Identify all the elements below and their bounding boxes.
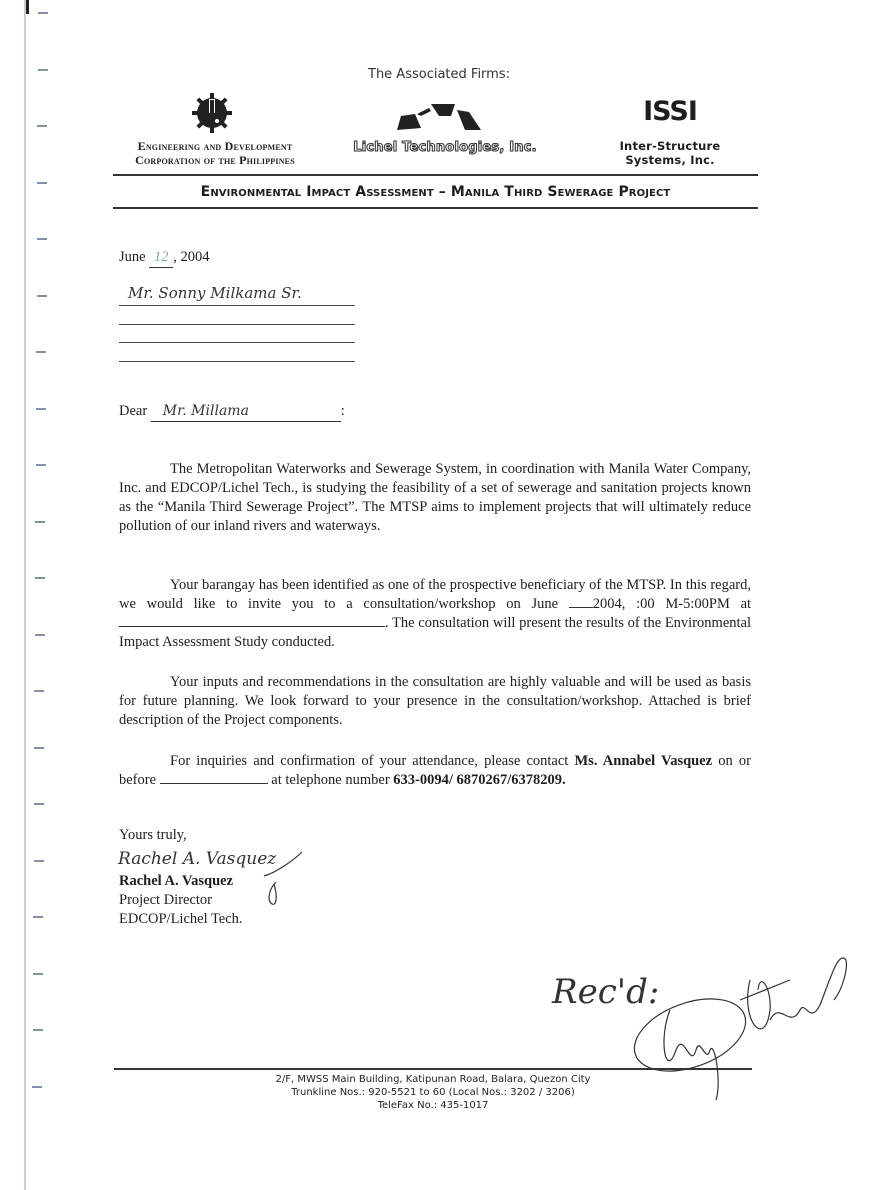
signature-handwritten: Rachel A. Vasquez	[118, 849, 277, 869]
footer-rule	[114, 1068, 752, 1070]
p2-text: Your barangay has been identified as one of the prospective beneficiary of the MTSP. In this regard, we would like to invite you to a consultation/workshop on June	[119, 577, 751, 612]
binding-tick	[37, 182, 47, 184]
date-year: , 2004	[173, 249, 210, 265]
binding-tick	[33, 1029, 43, 1031]
address-line-1	[119, 305, 355, 306]
footer-telefax: TeleFax No.: 435-1017	[377, 1100, 489, 1111]
edcop-firm-name	[110, 139, 320, 167]
date-month: June	[119, 249, 146, 265]
lichel-firm-name: Lichel Technologies, Inc.	[353, 140, 537, 155]
page-binding-mark	[26, 0, 29, 14]
p2-time: :00 M-5:00PM at	[636, 596, 752, 612]
address-line-4	[119, 361, 355, 362]
binding-tick	[35, 521, 45, 523]
binding-tick	[36, 351, 46, 353]
salutation-prefix: Dear	[119, 403, 148, 419]
project-title: Environmental Impact Assessment – Manila Third Sewerage Project	[200, 184, 671, 200]
salutation-handwritten: Mr. Millama	[151, 402, 341, 422]
p4-text-b: on or before	[119, 753, 751, 788]
issi-logo-icon: ISSI	[643, 96, 697, 127]
associated-firms-label: The Associated Firms:	[368, 67, 510, 82]
signatory-title: Project Director	[119, 892, 213, 908]
binding-tick	[37, 295, 47, 297]
footer-trunkline: Trunkline Nos.: 920-5521 to 60 (Local Nos.: 3202 / 3206)	[291, 1087, 575, 1098]
page-binding-edge	[24, 0, 26, 1190]
closing: Yours truly,	[119, 827, 187, 843]
binding-tick	[34, 860, 44, 862]
received-note-handwritten: Rec'd:	[552, 972, 660, 1012]
binding-tick	[35, 634, 45, 636]
header-rule-bottom	[113, 207, 758, 209]
date-day-handwritten: 12	[149, 248, 173, 268]
p4-text-a: For inquiries and confirmation of your attendance, please contact	[170, 753, 569, 769]
issi-name-line2: Systems, Inc.	[625, 153, 715, 167]
salutation-colon: :	[340, 403, 345, 419]
paragraph-1: The Metropolitan Waterworks and Sewerage System, in coordination with Manila Water Company, Inc. and EDCOP/Lichel Tech., is studying the feasibility of a set of sewerage and sanitation projects known as the “Manila Third Sewerage Project”. The MTSP aims to implement projects that will ultimately reduce pollution of our inland rivers and waterways.	[119, 461, 751, 534]
address-line-3	[119, 342, 355, 343]
binding-tick	[35, 577, 45, 579]
issi-firm-name	[600, 139, 740, 167]
paragraph-2	[119, 576, 751, 652]
paragraph-3: Your inputs and recommendations in the consultation are highly valuable and will be used as basis for future planning. We look forward to your presence in the consultation/workshop. Attached is brief description of the Project components.	[119, 674, 751, 728]
issi-name-line1: Inter-Structure	[619, 139, 721, 153]
signatory-org: EDCOP/Lichel Tech.	[119, 911, 243, 927]
binding-tick	[37, 238, 47, 240]
p2-venue-blank	[119, 626, 385, 627]
signature-flourish-icon	[262, 850, 306, 910]
address-line-2	[119, 324, 355, 325]
edcop-name-line1: Engineering and Development	[137, 139, 293, 153]
p4-text-c: at telephone number	[271, 772, 390, 788]
gear-building-logo-icon	[190, 90, 234, 134]
deadline-blank	[160, 783, 268, 784]
binding-tick	[34, 747, 44, 749]
arc-segments-logo-icon	[395, 100, 485, 132]
recipient-handwritten: Mr. Sonny Milkama Sr.	[128, 284, 302, 302]
footer-address: 2/F, MWSS Main Building, Katipunan Road, Balara, Quezon City	[275, 1074, 591, 1085]
p2-rest: . The consultation will present the results of the Environmental Impact Assessment Study conducted.	[119, 615, 751, 650]
paragraph-4	[119, 752, 751, 790]
signatory-block	[119, 872, 243, 929]
letter-date	[119, 248, 209, 268]
salutation	[119, 402, 345, 422]
binding-tick	[38, 12, 48, 14]
signatory-name: Rachel A. Vasquez	[119, 873, 234, 889]
binding-tick	[33, 973, 43, 975]
p2-day-blank	[569, 607, 593, 608]
contact-name: Ms. Annabel Vasquez	[574, 753, 713, 769]
header-rule-top	[113, 174, 758, 176]
binding-tick	[36, 464, 46, 466]
binding-tick	[37, 125, 47, 127]
binding-tick	[34, 690, 44, 692]
binding-tick	[33, 916, 43, 918]
binding-tick	[34, 803, 44, 805]
binding-tick	[36, 408, 46, 410]
p2-year: 2004,	[592, 596, 626, 612]
footer-block	[0, 1073, 866, 1112]
contact-phone: 633-0094/ 6870267/6378209.	[393, 772, 566, 788]
edcop-name-line2: Corporation of the Philippines	[135, 153, 295, 167]
